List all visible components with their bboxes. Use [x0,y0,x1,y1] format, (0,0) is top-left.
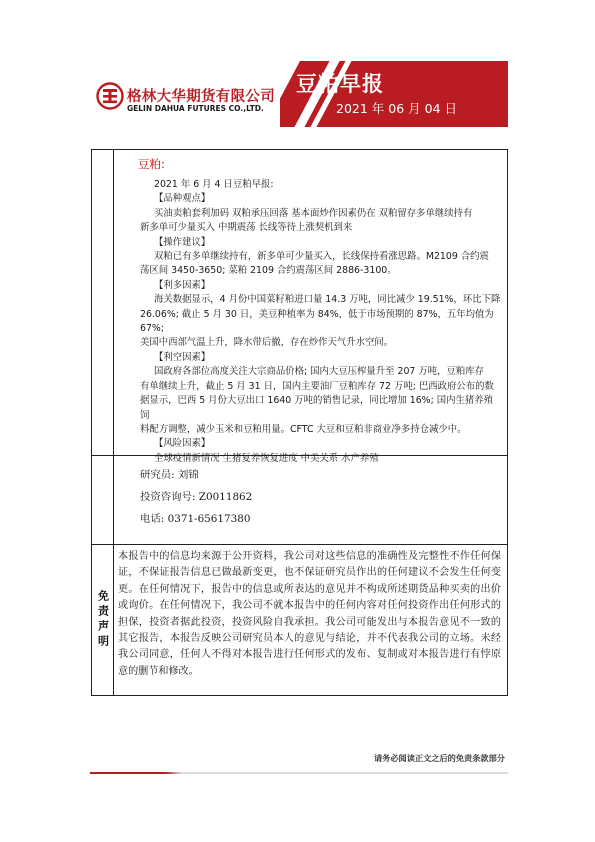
phone-number: 0371-65617380 [167,513,251,525]
analyst-line [140,464,501,486]
disclaimer-cell [114,545,507,695]
license-line [140,486,501,508]
company-logo-icon [96,82,124,110]
advice-line: 双粕已有多单继续持有，新多单可少量买入，长线保持看涨思路。M2109 合约震 [154,251,489,263]
content-row-label-cell [92,150,114,455]
advice-line: 荡区间 3450-3650; 菜粕 2109 合约震荡区间 2886-3100。 [140,265,397,277]
advice-heading: 【操作建议】 [154,236,211,248]
analyst-label: 研究员: [140,469,175,481]
section-title: 豆粕: [138,157,165,171]
risk-heading: 【风险因素】 [154,438,211,450]
disclaimer-label: 免责声明 [96,590,110,650]
bullish-heading: 【利多因素】 [154,279,211,291]
disclaimer-label-cell [92,545,114,695]
viewpoint-heading: 【品种观点】 [154,193,211,205]
bearish-line: 据显示，巴西 5 月份大豆出口 1640 万吨的销售记录，同比增加 16%; 国内生猪养殖饲 [140,395,493,421]
license-number: Z0011862 [198,491,253,503]
company-name-cn: 格林大华期货有限公司 [127,89,275,105]
content-cell [114,150,507,464]
bullish-line: 美国中西部气温上升，降水带后撤，存在炒作天气升水空间。 [140,337,394,349]
contact-row-label-cell [92,456,114,544]
bearish-line: 有单继续上升，截止 5 月 31 日，国内主要油厂豆粕库存 72 万吨; 巴西政府公布的数 [140,380,494,392]
bearish-line: 国政府各部位高度关注大宗商品价格; 国内大豆压榨量升至 207 万吨，豆粕库存 [154,366,484,378]
risk-line: 全球疫情新情况 生猪复养恢复进度 中美关系 水产养殖 [154,452,379,464]
analyst-name: 刘锦 [178,469,199,481]
bearish-line: 料配方调整，减少玉米和豆粕用量。CFTC 大豆和豆粕非商业净多持仓减少中。 [140,423,467,435]
content-row [92,150,507,464]
disclaimer-text: 本报告中的信息均来源于公开资料，我公司对这些信息的准确性及完整性不作任何保证，不保证报告信息已做最新变更，也不保证研究员作出的任何建议不会发生任何变更。在任何情况下，报告中的信息或所表达的意见并不构成所述期货品种买卖的出价或询价。在任何情况下，我公司不就本报告中的任何内容对任何投资作出任何形式的担保，投资者据此投资，投资风险自我承担。我公司可能发出与本报告意见不一致的其它报告，本报告反映公司研究员本人的意见与结论，并不代表我公司的立场。未经我公司同意，任何人不得对本报告进行任何形式的发布、复制或对本报告进行有悖原意的删节和修改。 [118,551,501,677]
contact-row [92,455,507,544]
phone-label: 电话: [140,513,165,525]
report-table [91,149,508,696]
bullish-line: 海关数据显示，4 月份中国菜籽粕进口量 14.3 万吨，同比减少 19.51%，环比下降 [154,294,501,306]
report-date: 2021 年 06 月 04 日 [336,101,457,116]
company-name-en: GELIN DAHUA FUTURES CO.,LTD. [127,104,264,113]
intro-line: 2021 年 6 月 4 日豆粕早报: [154,179,274,190]
footer-note: 请务必阅读正文之后的免责条款部分 [373,753,505,763]
bullish-line: 26.06%; 截止 5 月 30 日，美豆种植率为 84%，低于市场预期的 87%，五年均值为 67%; [140,308,494,335]
contact-cell [114,456,507,544]
report-title: 豆粕早报 [296,72,384,96]
bearish-heading: 【利空因素】 [154,351,211,363]
disclaimer-row [92,544,507,695]
viewpoint-line: 新多单可少量买入 中期震荡 长线等待上涨契机到来 [140,222,353,234]
footer-divider [90,772,508,774]
phone-line [140,508,501,530]
license-label: 投资咨询号: [140,491,196,503]
viewpoint-line: 买油卖粕套利加码 双粕承压回落 基本面炒作因素仍在 双粕留存多单继续持有 [154,207,473,219]
